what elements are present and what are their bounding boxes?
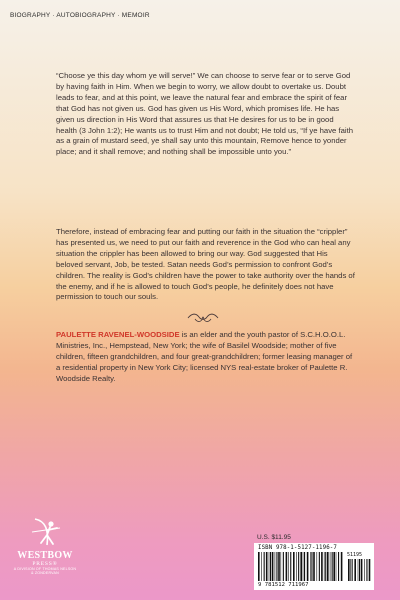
- price-label: U.S. $11.95: [257, 534, 291, 541]
- barcode-bar: [286, 552, 288, 581]
- barcode-bar: [366, 559, 367, 581]
- barcode-bar: [348, 559, 350, 581]
- barcode-bar: [307, 552, 309, 581]
- quote-paragraph: “Choose ye this day whom ye will serve!” We can choose to serve fear or to serve God by having faith in Him. When we begin to worry, we allow doubt to overtake us. Doubt leads to fear, and at this point, we leave the natural fear and embrace the spirit of fear that God has not given us. God has given us His Word, which promises life. He has given us direction in His Word that assures us that He desires for us to be in good health (3 John 1:2); He wants us to trust Him and not doubt; He told us, “If ye have faith as a grain of mustard seed, ye shall say unto this mountain, Remove hence to yonder place; and it shall remove; and nothing shall be impossible unto you.”: [56, 71, 353, 157]
- author-name: PAULETTE RAVENEL-WOODSIDE: [56, 330, 180, 339]
- publisher-name: WESTBOW: [17, 550, 73, 561]
- barcode-bar: [325, 552, 326, 581]
- barcode-bar: [275, 552, 276, 581]
- author-bio: [56, 330, 356, 385]
- barcode-bar: [313, 552, 315, 581]
- barcode-addon-digits: 51195: [347, 552, 363, 558]
- publisher-tagline-2: & ZONDERVAN: [31, 571, 59, 576]
- barcode-bar: [352, 559, 353, 581]
- barcode-bar: [278, 552, 280, 581]
- barcode-bar: [324, 552, 325, 581]
- barcode-bar: [361, 559, 363, 581]
- westbow-archer-logo-icon: [27, 515, 63, 549]
- barcode-bar: [276, 552, 277, 581]
- barcode-bar: [296, 552, 297, 581]
- barcode-bar: [258, 552, 260, 581]
- barcode-bar: [317, 552, 318, 581]
- publisher-sub: PRESS®: [32, 561, 58, 567]
- barcode-bar: [298, 552, 299, 581]
- barcode-bar: [319, 552, 320, 581]
- barcode-bar: [358, 559, 359, 581]
- barcode-bar: [350, 559, 351, 581]
- publisher-logo: [10, 515, 80, 590]
- second-paragraph: Therefore, instead of embracing fear and putting our faith in the situation the “crippler” has presented us, we need to put our faith and reverence in the God who can heal any situation the crippler has been allowed to bring our way. God suggested that His beloved servant, Job, be tested. Satan needs God’s permission to confront God’s children. The reality is God’s children have the power to take authority over the hands of the enemy, and if he is allowed to touch God’s people, he definitely does not have permission to touch our souls.: [56, 227, 355, 302]
- barcode-bar: [338, 552, 339, 581]
- barcode-bar: [359, 559, 360, 581]
- barcode-bar: [330, 552, 331, 581]
- barcode-bar: [364, 559, 365, 581]
- barcode-bar: [354, 559, 356, 581]
- category-line: BIOGRAPHY · AUTOBIOGRAPHY · MEMOIR: [10, 12, 150, 19]
- barcode-bar: [269, 552, 270, 581]
- isbn-label: ISBN 978-1-5127-1196-7: [258, 545, 337, 551]
- barcode-bar: [369, 559, 371, 581]
- barcode-bar: [303, 552, 304, 581]
- barcode-bar: [283, 552, 284, 581]
- barcode-bar: [327, 552, 329, 581]
- barcode-bar: [266, 552, 268, 581]
- ornament-divider-icon: [186, 312, 220, 324]
- barcode-ean-digits: 9 781512 711967: [258, 582, 309, 588]
- barcode-bar: [311, 552, 312, 581]
- barcode-bar: [288, 552, 289, 581]
- author-bio-text: is an elder and the youth pastor of S.C.H.O.O.L. Ministries, Inc., Hempstead, New York; the wife of Basilel Woodside; mother of five children, fifteen grandchildren, and four great-grandchildren; former leasing manager of a residential property in New York City; licensed NYS real-estate broker of Paulette R. Woodside Realty.: [56, 330, 353, 383]
- barcode-bar: [264, 552, 265, 581]
- barcode-bar: [270, 552, 271, 581]
- barcode-bar: [261, 552, 262, 581]
- barcode-bar: [293, 552, 295, 581]
- barcode-bar: [336, 552, 337, 581]
- barcode-bar: [290, 552, 291, 581]
- barcode-bar: [272, 552, 274, 581]
- barcode-bar: [310, 552, 311, 581]
- barcode-bar: [341, 552, 343, 581]
- barcode-bar: [332, 552, 333, 581]
- barcode: [254, 543, 374, 590]
- barcode-bar: [300, 552, 302, 581]
- barcode-bar: [333, 552, 335, 581]
- publisher-tagline-1: A DIVISION OF THOMAS NELSON: [13, 567, 77, 571]
- barcode-bar: [304, 552, 305, 581]
- barcode-bar: [281, 552, 282, 581]
- barcode-bar: [321, 552, 323, 581]
